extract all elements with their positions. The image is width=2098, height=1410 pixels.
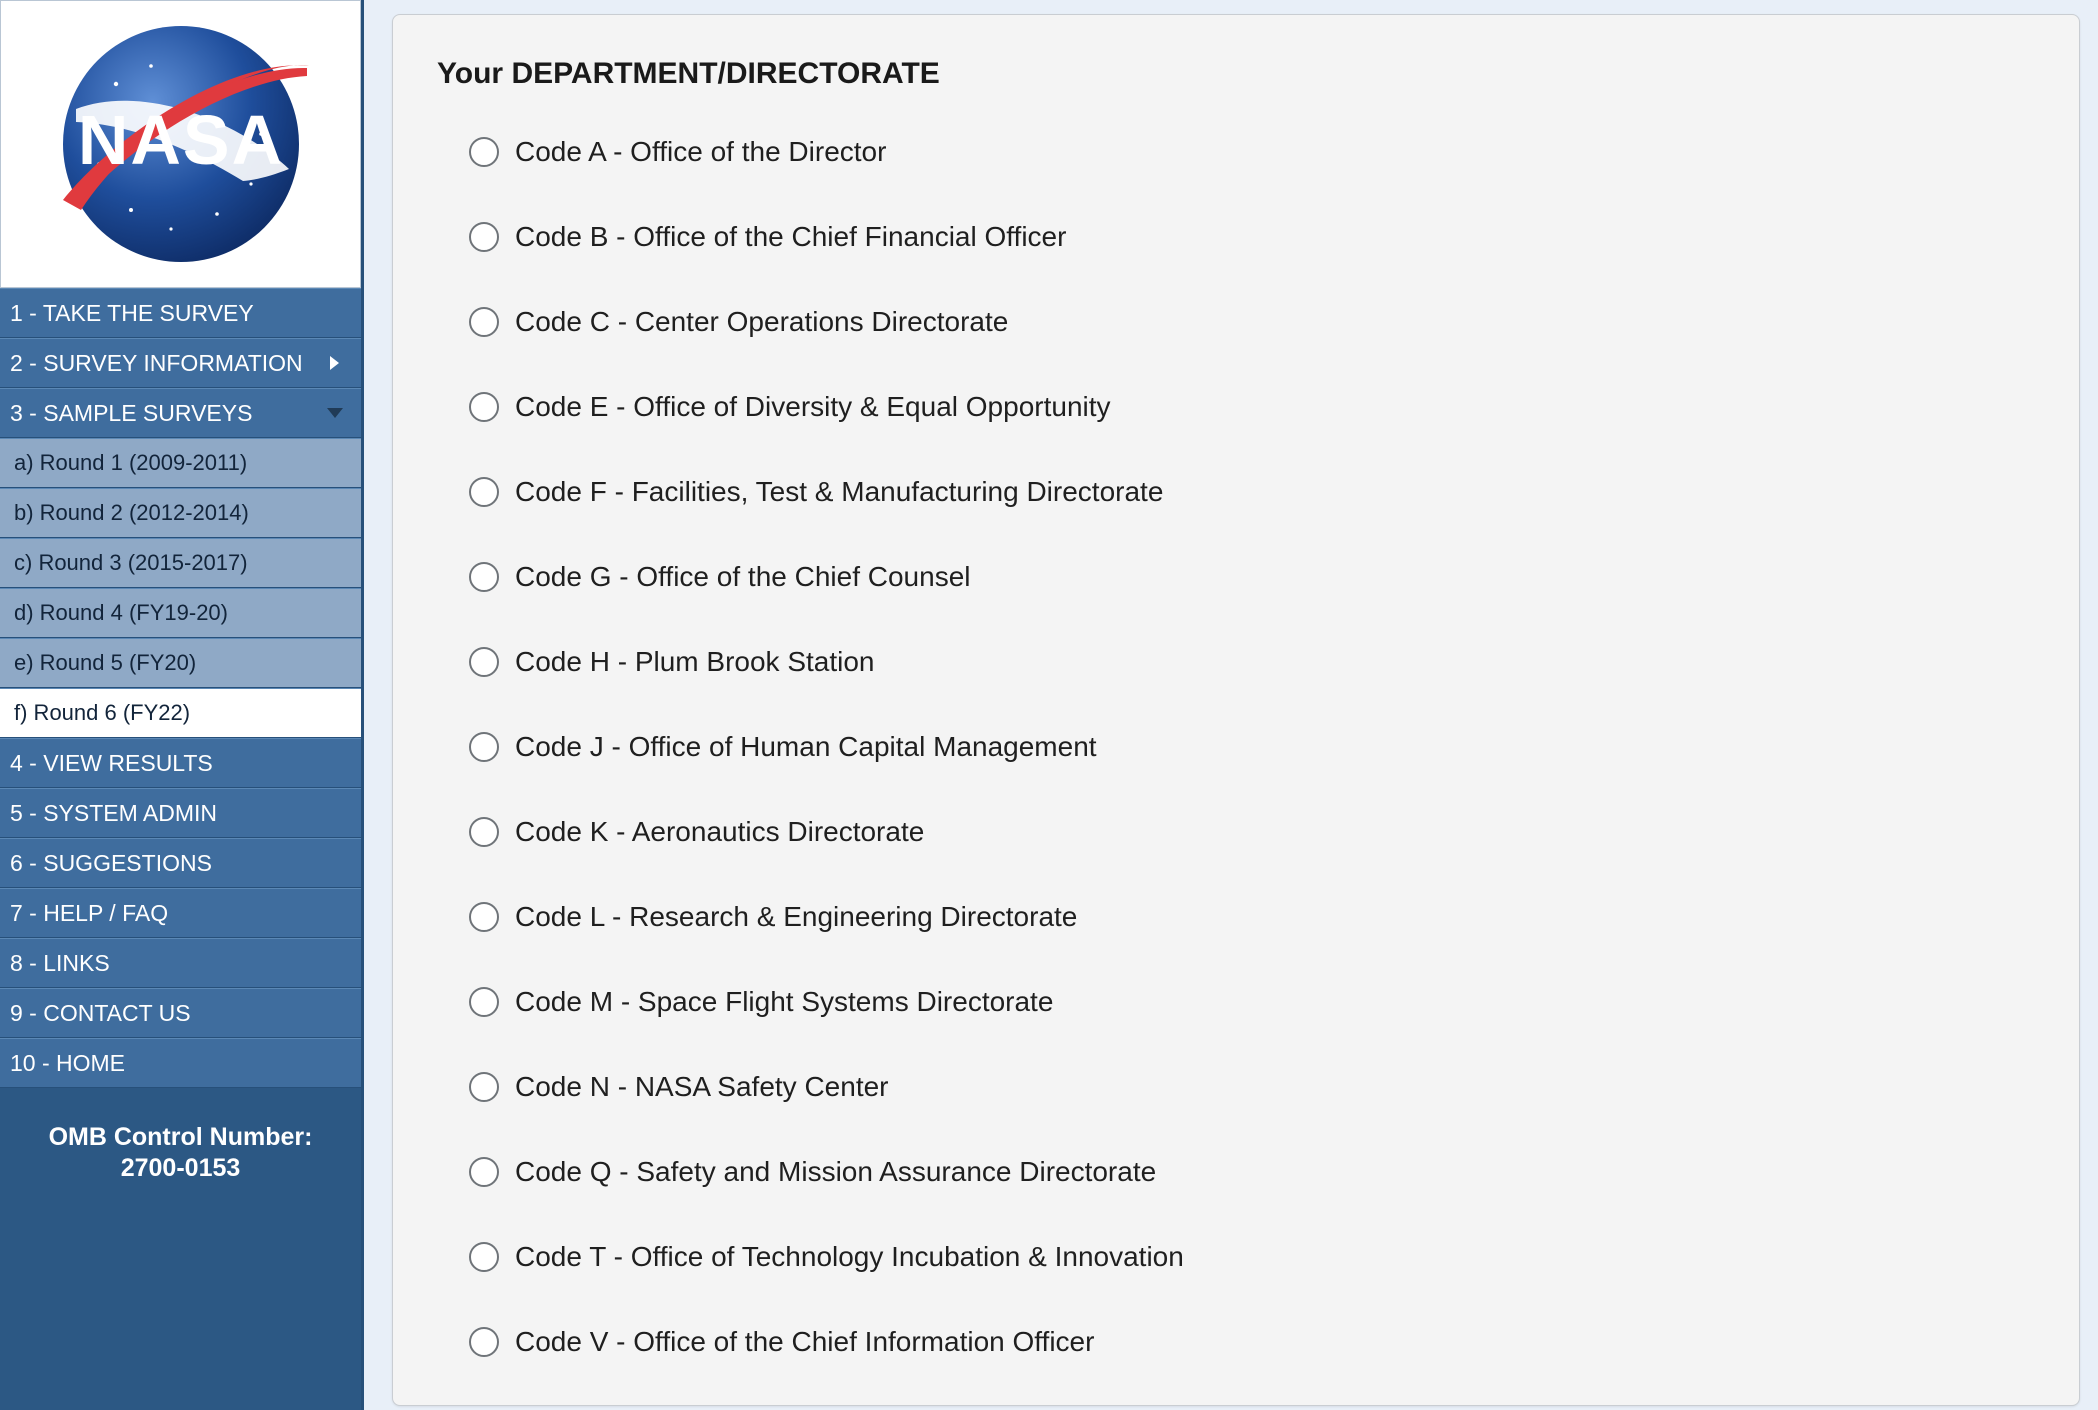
radio-option-label: Code K - Aeronautics Directorate [515,815,925,847]
radio-option[interactable] [469,1299,2079,1384]
radio-option[interactable] [469,959,2079,1044]
sidebar-item-label: 6 - SUGGESTIONS [10,849,212,876]
radio-button-icon[interactable] [469,902,499,932]
sidebar-item-8-links[interactable] [0,938,361,988]
nasa-meatball-icon [21,14,341,274]
radio-option[interactable] [469,619,2079,704]
radio-option[interactable] [469,789,2079,874]
radio-option[interactable] [469,364,2079,449]
radio-button-icon[interactable] [469,307,499,337]
sidebar-item-label: 10 - HOME [10,1049,126,1076]
radio-button-icon[interactable] [469,562,499,592]
radio-option-label: Code F - Facilities, Test & Manufacturing Directorate [515,475,1164,507]
sidebar-item-5-system-admin[interactable] [0,788,361,838]
chevron-down-icon [327,408,343,418]
sidebar-item-label: d) Round 4 (FY19-20) [14,600,228,625]
radio-button-icon[interactable] [469,647,499,677]
radio-button-icon[interactable] [469,1242,499,1272]
radio-option-label: Code H - Plum Brook Station [515,645,875,677]
radio-button-icon[interactable] [469,1072,499,1102]
sidebar-item-label: 4 - VIEW RESULTS [10,749,213,776]
radio-button-icon[interactable] [469,817,499,847]
omb-control-block [0,1088,361,1185]
survey-panel [392,14,2080,1406]
radio-button-icon[interactable] [469,477,499,507]
radio-button-icon[interactable] [469,987,499,1017]
radio-option[interactable] [469,1214,2079,1299]
radio-button-icon[interactable] [469,137,499,167]
sidebar-item-label: a) Round 1 (2009-2011) [14,450,248,475]
nasa-logo[interactable] [0,0,361,288]
sidebar-item-label: 7 - HELP / FAQ [10,899,169,926]
sidebar-item-6-suggestions[interactable] [0,838,361,888]
radio-option-label: Code E - Office of Diversity & Equal Opportunity [515,390,1111,422]
radio-option-label: Code V - Office of the Chief Information Officer [515,1325,1095,1357]
radio-option[interactable] [469,704,2079,789]
sidebar-item-1-take-the-survey[interactable] [0,288,361,338]
sidebar-item-10-home[interactable] [0,1038,361,1088]
sidebar-item-f-round-6-fy22[interactable] [0,688,361,738]
radio-option-label: Code Q - Safety and Mission Assurance Directorate [515,1155,1157,1187]
sidebar-item-4-view-results[interactable] [0,738,361,788]
sidebar-item-label: 1 - TAKE THE SURVEY [10,299,254,326]
sidebar-filler [0,1185,361,1410]
sidebar-item-label: 3 - SAMPLE SURVEYS [10,399,253,426]
radio-option[interactable] [469,449,2079,534]
sidebar-item-label: c) Round 3 (2015-2017) [14,550,248,575]
sidebar-item-e-round-5-fy20[interactable] [0,638,361,688]
radio-button-icon[interactable] [469,1157,499,1187]
page-title: Your DEPARTMENT/DIRECTORATE [437,57,940,90]
sidebar-item-d-round-4-fy19-20[interactable] [0,588,361,638]
radio-option[interactable] [469,534,2079,619]
radio-option[interactable] [469,279,2079,364]
sidebar-item-a-round-1-2009-2011[interactable] [0,438,361,488]
radio-option-label: Code B - Office of the Chief Financial Officer [515,220,1067,252]
radio-option-label: Code M - Space Flight Systems Directorate [515,985,1054,1017]
sidebar-item-2-survey-information[interactable] [0,338,361,388]
main-content [364,0,2098,1410]
radio-option-label: Code C - Center Operations Directorate [515,305,1009,337]
department-radio-group [437,109,2079,1384]
omb-number: 2700-0153 [120,1154,241,1183]
sidebar-item-3-sample-surveys[interactable] [0,388,361,438]
sidebar-item-9-contact-us[interactable] [0,988,361,1038]
radio-option[interactable] [469,1129,2079,1214]
svg-text:NASA: NASA [77,101,284,179]
sidebar-nav [0,288,361,1088]
sidebar-item-b-round-2-2012-2014[interactable] [0,488,361,538]
sidebar-item-label: f) Round 6 (FY22) [14,700,191,725]
radio-option-label: Code L - Research & Engineering Directorate [515,900,1078,932]
radio-option[interactable] [469,109,2079,194]
omb-label: OMB Control Number: [48,1123,313,1151]
sidebar-item-c-round-3-2015-2017[interactable] [0,538,361,588]
sidebar [0,0,364,1410]
chevron-right-icon [330,356,339,370]
sidebar-item-label: 9 - CONTACT US [10,999,191,1026]
sidebar-item-7-help-faq[interactable] [0,888,361,938]
sidebar-item-label: 5 - SYSTEM ADMIN [10,799,218,826]
sidebar-item-label: 8 - LINKS [10,949,110,976]
radio-option[interactable] [469,194,2079,279]
radio-button-icon[interactable] [469,392,499,422]
radio-button-icon[interactable] [469,1327,499,1357]
radio-option[interactable] [469,1044,2079,1129]
radio-option-label: Code G - Office of the Chief Counsel [515,560,971,592]
radio-option-label: Code A - Office of the Director [515,135,887,167]
radio-button-icon[interactable] [469,732,499,762]
sidebar-item-label: e) Round 5 (FY20) [14,650,197,675]
sidebar-item-label: 2 - SURVEY INFORMATION [10,349,303,376]
radio-option-label: Code N - NASA Safety Center [515,1070,889,1102]
sidebar-item-label: b) Round 2 (2012-2014) [14,500,249,525]
radio-option-label: Code J - Office of Human Capital Management [515,730,1097,762]
radio-button-icon[interactable] [469,222,499,252]
radio-option[interactable] [469,874,2079,959]
radio-option-label: Code T - Office of Technology Incubation & Innovation [515,1240,1184,1272]
